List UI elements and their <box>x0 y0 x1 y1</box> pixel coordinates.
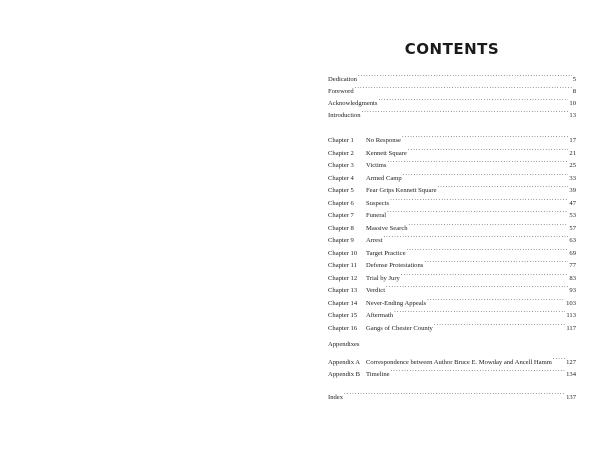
toc-entry-chapter <box>328 268 576 280</box>
toc-entry-appendix <box>328 364 576 376</box>
dot-leader <box>438 180 569 192</box>
dot-leader <box>355 81 572 93</box>
toc-entry-chapter <box>328 155 576 167</box>
toc-entry-page: 137 <box>566 394 576 401</box>
toc-entry-chapter <box>328 243 576 255</box>
dot-leader <box>358 69 572 81</box>
appendix-number: Appendix A <box>328 359 361 366</box>
chapter-number: Chapter 11 <box>328 262 357 269</box>
toc-entry-chapter <box>328 205 576 217</box>
toc-entry-appendix <box>328 352 576 364</box>
toc-entry-page: 93 <box>569 287 576 294</box>
chapter-number: Chapter 10 <box>328 249 358 257</box>
chapter-number: Chapter 2 <box>328 149 354 157</box>
dot-leader <box>401 268 569 280</box>
dot-leader <box>383 230 568 242</box>
toc-entry-label: Correspondence between Author Bruce E. Mowday and Ancell Hamm <box>366 359 552 366</box>
toc-entry-label: Fear Grips Kennett Square <box>366 187 437 194</box>
toc-entry-page: 113 <box>566 312 576 319</box>
toc-entry-chapter <box>328 218 576 230</box>
toc-entry-label: Massive Search <box>366 224 408 232</box>
toc-entry-page: 103 <box>566 299 576 307</box>
toc-entry-page: 117 <box>566 324 576 332</box>
toc-entry-label: Defense Protestations <box>366 262 424 269</box>
toc-entry-label: Aftermath <box>366 312 394 319</box>
dot-leader <box>344 387 565 399</box>
page-title: CONTENTS <box>404 40 500 58</box>
chapter-number: Chapter 1 <box>328 137 354 144</box>
appendix-number: Appendix B <box>328 371 361 378</box>
dot-leader <box>553 352 565 364</box>
dot-leader <box>390 193 568 205</box>
chapter-number: Chapter 3 <box>328 162 354 169</box>
chapter-number: Chapter 9 <box>328 237 354 244</box>
chapter-number: Chapter 4 <box>328 174 354 182</box>
dot-leader <box>427 293 565 305</box>
toc-entry-page: 83 <box>569 274 576 282</box>
toc-entry-front-matter <box>328 69 576 81</box>
toc-entry-chapter <box>328 318 576 330</box>
toc-entry-page: 134 <box>566 371 576 378</box>
toc-entry-page: 21 <box>569 149 576 157</box>
dot-leader <box>434 318 565 330</box>
toc-entry-label: Trial by Jury <box>366 274 400 282</box>
toc-entry-label: Acknowledgments <box>328 100 378 107</box>
toc-entry-page: 17 <box>569 137 576 144</box>
toc-entry-page: 25 <box>569 162 576 169</box>
toc-entry-chapter <box>328 293 576 305</box>
toc-entry-chapter <box>328 193 576 205</box>
dot-leader <box>394 305 565 317</box>
toc-entry-page: 57 <box>569 224 576 232</box>
dot-leader <box>362 105 569 117</box>
toc-entry-label: Gangs of Chester County <box>366 324 433 332</box>
dot-leader <box>403 168 569 180</box>
toc-entry-label: Index <box>328 394 344 401</box>
toc-entry-page: 63 <box>569 237 576 244</box>
toc-entry-label: Armed Camp <box>366 174 402 182</box>
toc-entry-label: Never-Ending Appeals <box>366 299 427 307</box>
dot-leader <box>402 130 568 142</box>
chapter-number: Chapter 6 <box>328 199 354 207</box>
chapter-number: Chapter 12 <box>328 274 358 282</box>
toc-entry-label: No Response <box>366 137 401 144</box>
dot-leader <box>424 255 568 267</box>
dot-leader <box>386 280 568 292</box>
toc-entry-page: 39 <box>569 187 576 194</box>
toc-entry-index <box>328 387 576 399</box>
toc-entry-label: Victims <box>366 162 387 169</box>
toc-entry-page: 127 <box>566 359 576 366</box>
toc-entry-page: 33 <box>569 174 576 182</box>
toc-entry-page: 8 <box>572 88 576 95</box>
toc-entry-chapter <box>328 305 576 317</box>
toc-entry-chapter <box>328 255 576 267</box>
toc-entry-front-matter <box>328 81 576 93</box>
toc-entry-label: Suspects <box>366 199 390 207</box>
toc-entry-chapter <box>328 168 576 180</box>
chapter-number: Chapter 16 <box>328 324 358 332</box>
toc-entry-chapter <box>328 180 576 192</box>
toc-entry-chapter <box>328 143 576 155</box>
toc-entry-label: Target Practice <box>366 249 406 257</box>
dot-leader <box>409 218 569 230</box>
toc-entry-front-matter <box>328 93 576 105</box>
toc-entry-label: Kennett Square <box>366 149 407 157</box>
toc-entry-front-matter <box>328 105 576 117</box>
toc-entry-label: Timeline <box>366 371 390 378</box>
toc-entry-page: 47 <box>569 199 576 207</box>
toc-entry-label: Funeral <box>366 212 387 219</box>
toc-entry-chapter <box>328 230 576 242</box>
dot-leader <box>387 205 568 217</box>
toc-entry-page: 77 <box>569 262 576 269</box>
dot-leader <box>407 243 569 255</box>
toc-entry-label: Foreword <box>328 88 354 95</box>
dot-leader <box>408 143 569 155</box>
chapter-number: Chapter 7 <box>328 212 354 219</box>
contents-page <box>328 0 576 450</box>
toc-entry-chapter <box>328 130 576 142</box>
toc-entry-page: 5 <box>572 76 576 83</box>
dot-leader <box>387 155 568 167</box>
chapter-number: Chapter 8 <box>328 224 354 232</box>
toc-entry-page: 13 <box>569 112 576 119</box>
toc-entry-label: Arrest <box>366 237 383 244</box>
toc-entry-page: 53 <box>569 212 576 219</box>
toc-entry-chapter <box>328 280 576 292</box>
dot-leader <box>378 93 568 105</box>
chapter-number: Chapter 5 <box>328 187 354 194</box>
chapter-number: Chapter 13 <box>328 287 358 294</box>
appendixes-heading: Appendixes <box>328 341 360 348</box>
dot-leader <box>391 364 566 376</box>
toc-entry-page: 69 <box>569 249 576 257</box>
toc-entry-label: Introduction <box>328 112 361 119</box>
chapter-number: Chapter 15 <box>328 312 358 319</box>
toc-entry-page: 10 <box>569 100 576 107</box>
chapter-number: Chapter 14 <box>328 299 358 307</box>
toc-entry-label: Verdict <box>366 287 386 294</box>
toc-entry-label: Dedication <box>328 76 357 83</box>
